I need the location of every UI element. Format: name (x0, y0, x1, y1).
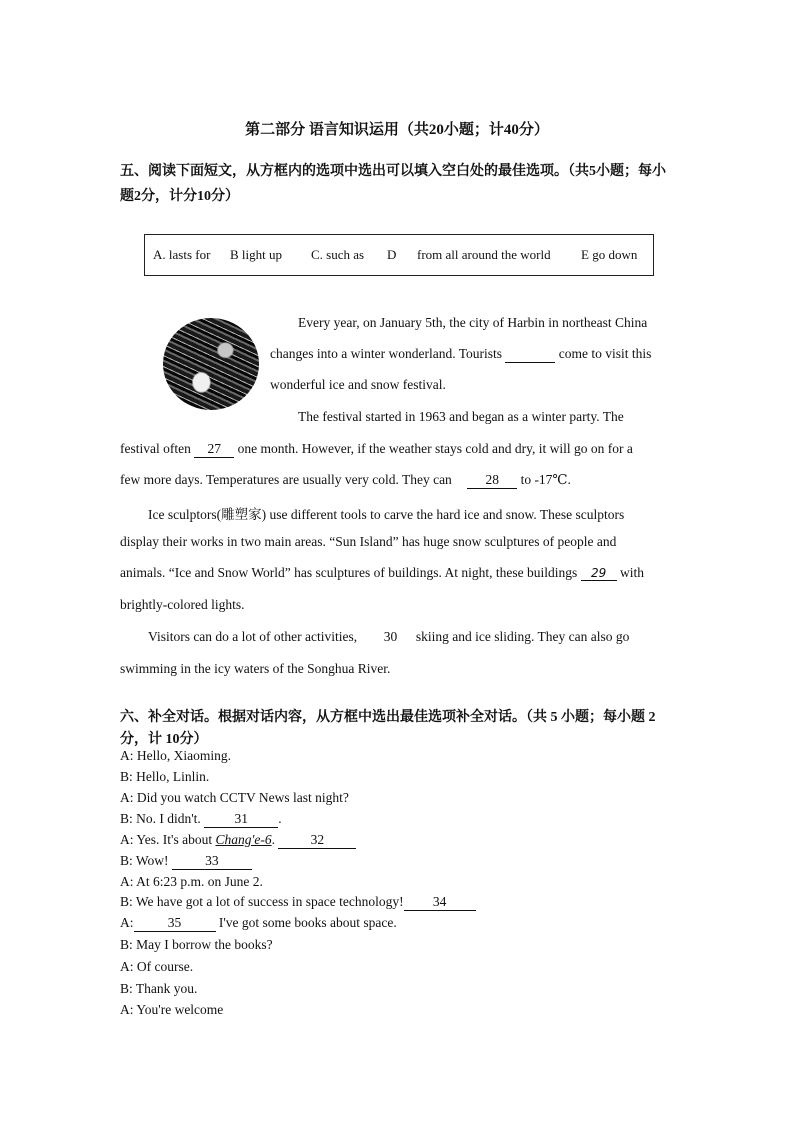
blank-31: 31 (204, 811, 278, 828)
blank-29: 29 (581, 566, 617, 581)
part-title: 第二部分 语言知识运用（共20小题；计40分） (245, 122, 549, 138)
blank-32: 32 (278, 832, 356, 849)
option-b: B light up (230, 247, 283, 262)
passage-line: brightly-colored lights. (120, 597, 245, 612)
dialogue-line: B: Thank you. (120, 981, 198, 996)
dialogue-line: A: At 6:23 p.m. on June 2. (120, 874, 263, 889)
passage-line: Visitors can do a lot of other activities, 30 skiing and ice sliding. They can also go (148, 629, 630, 644)
option-d: D (387, 247, 397, 262)
passage-line: wonderful ice and snow festival. (270, 377, 446, 392)
section5-heading-line2: 题2分，计分10分） (120, 189, 239, 204)
passage-line: display their works in two main areas. “Sun Island” has huge snow sculptures of people and (120, 534, 617, 549)
dialogue-line: B: Wow! 33 (120, 853, 252, 870)
option-d-text: from all around the world (417, 247, 551, 262)
dialogue-line: A: Yes. It's about Chang'e-6. 32 (120, 832, 356, 849)
dialogue-line: B: Hello, Linlin. (120, 769, 210, 784)
section5-heading-line1: 五、阅读下面短文，从方框内的选项中选出可以填入空白处的最佳选项。（共5小题；每小 (120, 164, 666, 179)
passage-line: swimming in the icy waters of the Songhua River. (120, 661, 391, 676)
dialogue-line: B: We have got a lot of success in space technology! 34 (120, 894, 476, 911)
ice-festival-photo (163, 318, 259, 410)
blank-27: 27 (194, 441, 234, 458)
options-box (144, 234, 654, 276)
option-c: C. such as (311, 247, 365, 262)
option-a: A. lasts for (153, 247, 211, 262)
section6-heading-line2: 分，计 10分） (120, 732, 208, 747)
blank-26 (505, 346, 555, 363)
blank-33: 33 (172, 853, 252, 870)
dialogue-line: B: No. I didn't. 31 . (120, 811, 282, 826)
option-e: E go down (581, 247, 638, 262)
passage-line: animals. “Ice and Snow World” has sculptures of buildings. At night, these buildings 29 with (120, 565, 644, 580)
passage-line: festival often 27 one month. However, if the weather stays cold and dry, it will go on for a (120, 441, 633, 456)
blank-28: 28 (467, 472, 517, 489)
passage-line: few more days. Temperatures are usually very cold. They can 28 to -17℃. (120, 472, 571, 487)
passage-line: The festival started in 1963 and began as a winter party. The (298, 409, 624, 424)
blank-34: 34 (404, 894, 476, 911)
dialogue-line: A: Did you watch CCTV News last night? (120, 790, 349, 805)
dialogue-line: A: Hello, Xiaoming. (120, 748, 231, 763)
passage-line: Ice sculptors(雕塑家) use different tools to carve the hard ice and snow. These sculptors (148, 507, 625, 522)
dialogue-line: A: 35 I've got some books about space. (120, 915, 397, 930)
passage-line: changes into a winter wonderland. Tourists come to visit this (270, 346, 652, 361)
dialogue-line: A: You're welcome (120, 1002, 224, 1017)
dialogue-line: A: Of course. (120, 959, 194, 974)
passage-line: Every year, on January 5th, the city of Harbin in northeast China (298, 315, 648, 330)
section6-heading-line1: 六、补全对话。根据对话内容，从方框中选出最佳选项补全对话。（共 5 小题；每小题 2 (120, 710, 656, 725)
blank-30: 30 (383, 629, 398, 644)
blank-35: 35 (134, 915, 216, 932)
dialogue-line: B: May I borrow the books? (120, 937, 273, 952)
